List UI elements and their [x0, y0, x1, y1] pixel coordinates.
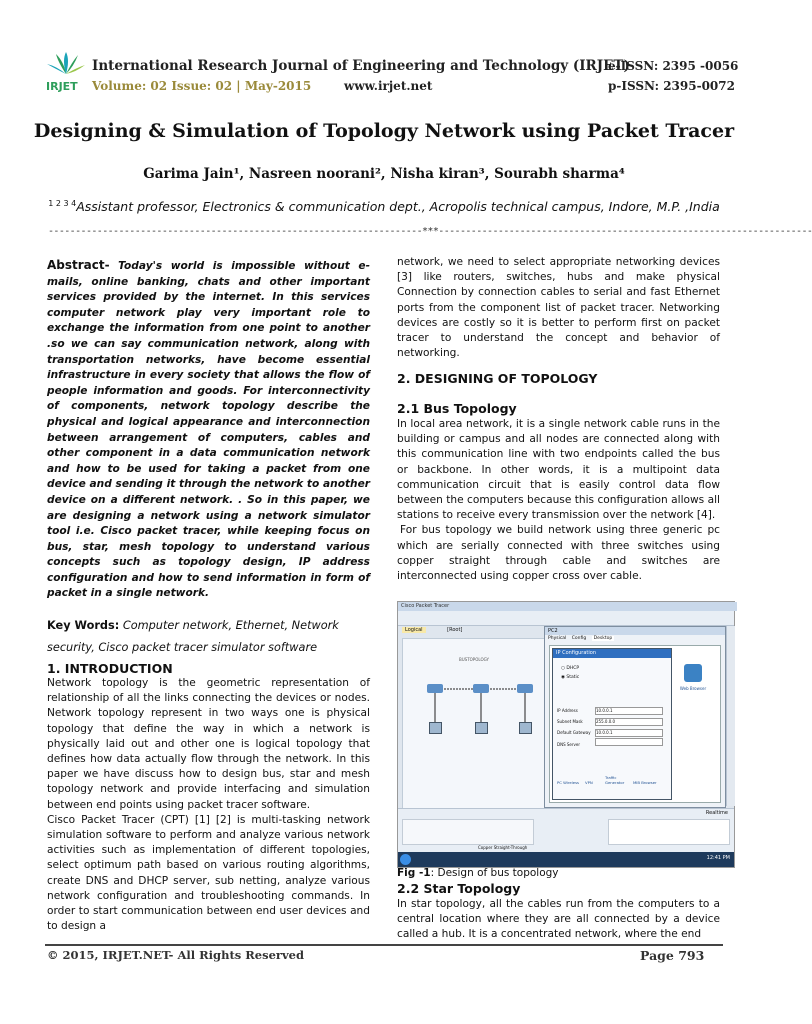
taskbar-clock: 12:41 PM: [706, 855, 730, 861]
divider: ---------------------------------------------------------------------***---------------------------------------------------------------------: [48, 226, 812, 237]
dns-field-row: [557, 738, 667, 750]
intro-paragraph-1: Network topology is the geometric representation of relationship of all the links connecting the devices or nodes. Network topology represent in two ways one is physical topology that define the way in which a network is physically laid out and other one is logical topology that defines how data actually flow through the network. In this paper we have discuss how to design bus, star and mesh topology network and provide interfacing and simulation between end points using packet tracer software.: [47, 677, 370, 811]
affiliation: [0, 199, 768, 214]
page-number: Page 793: [640, 948, 705, 963]
intro-body: [47, 676, 370, 934]
keywords: [47, 615, 370, 659]
web-browser-app[interactable]: [676, 664, 710, 691]
start-button-icon[interactable]: [400, 854, 411, 865]
paper-title: Designing & Simulation of Topology Network using Packet Tracer: [33, 120, 735, 142]
traffic-gen-app[interactable]: Traffic Generator: [605, 775, 625, 785]
keywords-text: Computer network, Ethernet, Network security, Cisco packet tracer simulator software: [47, 619, 339, 654]
abstract-label: Abstract-: [47, 258, 110, 272]
ipconfig-window[interactable]: [552, 648, 672, 800]
gateway-input[interactable]: 10.0.0.1: [595, 729, 663, 737]
pt-toolbar: [398, 611, 734, 626]
pt-tab-logical[interactable]: Logical: [402, 627, 426, 633]
keywords-label: Key Words:: [47, 619, 120, 632]
logo-text: IRJET: [46, 80, 78, 93]
e-issn: e-ISSN: 2395 -0056: [608, 59, 739, 73]
journal-logo: [44, 52, 88, 96]
mib-browser-app[interactable]: MIB Browser: [633, 780, 657, 785]
pc-dialog-title: PC2: [545, 627, 725, 635]
pc-icon[interactable]: [519, 722, 532, 734]
ip-input[interactable]: 10.0.0.1: [595, 707, 663, 715]
switch-icon[interactable]: [473, 684, 489, 693]
p-issn: p-ISSN: 2395-0072: [608, 79, 735, 93]
figure-caption-text: : Design of bus topology: [430, 867, 559, 879]
volume-issue: Volume: 02 Issue: 02 | May-2015: [92, 79, 312, 93]
web-browser-icon: [684, 664, 702, 682]
figure-caption: [397, 867, 559, 879]
right-column-continuation: network, we need to select appropriate networking devices [3] like routers, switches, hubs and make physical Connection by connection cables to serial and fast Ethernet ports from the component list of packet tracer. Networking devices are costly so it is better to perform first on packet tracer to understand the concept and behavior of networking.: [397, 256, 720, 360]
bus-paragraph-1: In local area network, it is a single network cable runs in the building or campus and all nodes are connected along with this communication line with two endpoints called the bus or backbone. In other words, it is a multipoint data communication circuit that is easily control data flow between the computers because this configuration allows all stations to receive every transmission over the network [4].: [397, 418, 720, 522]
figure-label: Fig -1: [397, 867, 431, 879]
mask-field-row: [557, 716, 667, 727]
static-radio[interactable]: [561, 673, 671, 682]
desktop-pane: [549, 645, 721, 803]
star-heading: 2.2 Star Topology: [397, 881, 521, 896]
pt-side-tools[interactable]: [726, 626, 735, 806]
copyright: © 2015, IRJET.NET- All Rights Reserved: [47, 948, 304, 962]
realtime-label[interactable]: Realtime: [705, 810, 728, 816]
windows-taskbar: [398, 852, 734, 867]
gateway-field-row: [557, 727, 667, 738]
web-browser-label: Web Browser: [679, 686, 707, 691]
figure-bus-topology-screenshot: [397, 601, 735, 868]
pt-titlebar: [398, 602, 737, 611]
device-palette[interactable]: [402, 819, 534, 845]
dhcp-radio[interactable]: [561, 664, 671, 673]
switch-icon[interactable]: [427, 684, 443, 693]
gateway-label: Default Gateway: [557, 730, 591, 735]
vpn-app[interactable]: VPN: [585, 780, 593, 785]
pt-bottom-panel: [398, 808, 734, 853]
ipconfig-title: IP Configuration: [553, 649, 671, 658]
ip-field-row: [557, 705, 667, 716]
pc-icon[interactable]: [475, 722, 488, 734]
pc-dialog[interactable]: [544, 626, 726, 808]
tab-physical[interactable]: Physical: [548, 636, 567, 641]
affiliation-text: Assistant professor, Electronics & communication dept., Acropolis technical campus, Indore, M.P. ,India: [76, 199, 720, 215]
mask-input[interactable]: 255.0.0.0: [595, 718, 663, 726]
pt-canvas[interactable]: [402, 638, 546, 810]
radio-selected-icon: ◉: [561, 675, 567, 680]
footer-rule: [45, 944, 723, 946]
dhcp-label: DHCP: [566, 666, 580, 671]
section2-heading: 2. DESIGNING OF TOPOLOGY: [397, 371, 598, 386]
abstract-text: Today's world is impossible without e-mails, online banking, chats and other important services provided by the internet. In this services computer network play very important role to exchange the information from one point to another .so we can say communication network, along with transportation networks, have become essential infrastructure in every society that allows the flow of people information and goods. For interconnectivity of components, network topology describe the physical and logical appearance and interconnection between arrangement of computers, cables and other component in a data communication network and how to be used for taking a packet from one device and sending it through the network to another device on a different network. . So in this paper, we are designing a network using a network simulator tool i.e. Cisco packet tracer, while keeping focus on bus, star, mesh topology to understand various concepts such as topology design, IP address configuration and how to send information in form of packet in a single network.: [47, 260, 370, 600]
pdu-list[interactable]: [608, 819, 730, 845]
intro-paragraph-2: Cisco Packet Tracer (CPT) [1] [2] is multi-tasking network simulation software to perform and analyze various network activities such as implementation of different topologies, select optimum path based on various routing algorithms, create DNS and DHCP server, sub netting, analyze various network configuration and troubleshooting commands. In order to start communication between end user devices and to design a: [47, 813, 370, 933]
cable-label: Copper Straight-Through: [478, 845, 528, 850]
pc-wireless-app[interactable]: PC Wireless: [557, 780, 580, 785]
switch-icon[interactable]: [517, 684, 533, 693]
abstract: [47, 258, 370, 602]
tab-config[interactable]: Config: [571, 636, 587, 641]
website-link[interactable]: www.irjet.net: [344, 79, 433, 93]
affiliation-sup: 1 2 3 4: [48, 199, 77, 208]
star-body: In star topology, all the cables run from the computers to a central location where they are all connected by a device called a hub. It is a concentrated network, where the end: [397, 898, 720, 941]
static-label: Static: [566, 675, 580, 680]
authors: Garima Jain¹, Nasreen noorani², Nisha kiran³, Sourabh sharma⁴: [143, 166, 625, 182]
pc-icon[interactable]: [429, 722, 442, 734]
pt-tab-root[interactable]: [Root]: [447, 627, 463, 633]
dns-input[interactable]: [595, 738, 663, 746]
pc-dialog-tabs: [545, 635, 725, 643]
bus-paragraph-2: For bus topology we build network using three generic pc which are serially connected with three switches using copper straight through cable and switches are interconnected using copper cross over cable.: [397, 524, 720, 583]
pt-canvas-label: BUSTOPOLOGY: [459, 657, 489, 662]
mask-label: Subnet Mask: [557, 719, 583, 724]
ip-label: IP Address: [557, 708, 578, 713]
bus-body: [397, 417, 720, 584]
bus-heading: 2.1 Bus Topology: [397, 401, 517, 416]
journal-name: International Research Journal of Engineering and Technology (IRJET): [92, 58, 630, 74]
radio-icon: ○: [561, 666, 567, 671]
pt-window-title: Cisco Packet Tracer: [401, 603, 450, 609]
dns-label: DNS Server: [557, 742, 580, 747]
intro-heading: 1. INTRODUCTION: [47, 661, 173, 676]
tab-desktop[interactable]: Desktop: [593, 636, 613, 641]
